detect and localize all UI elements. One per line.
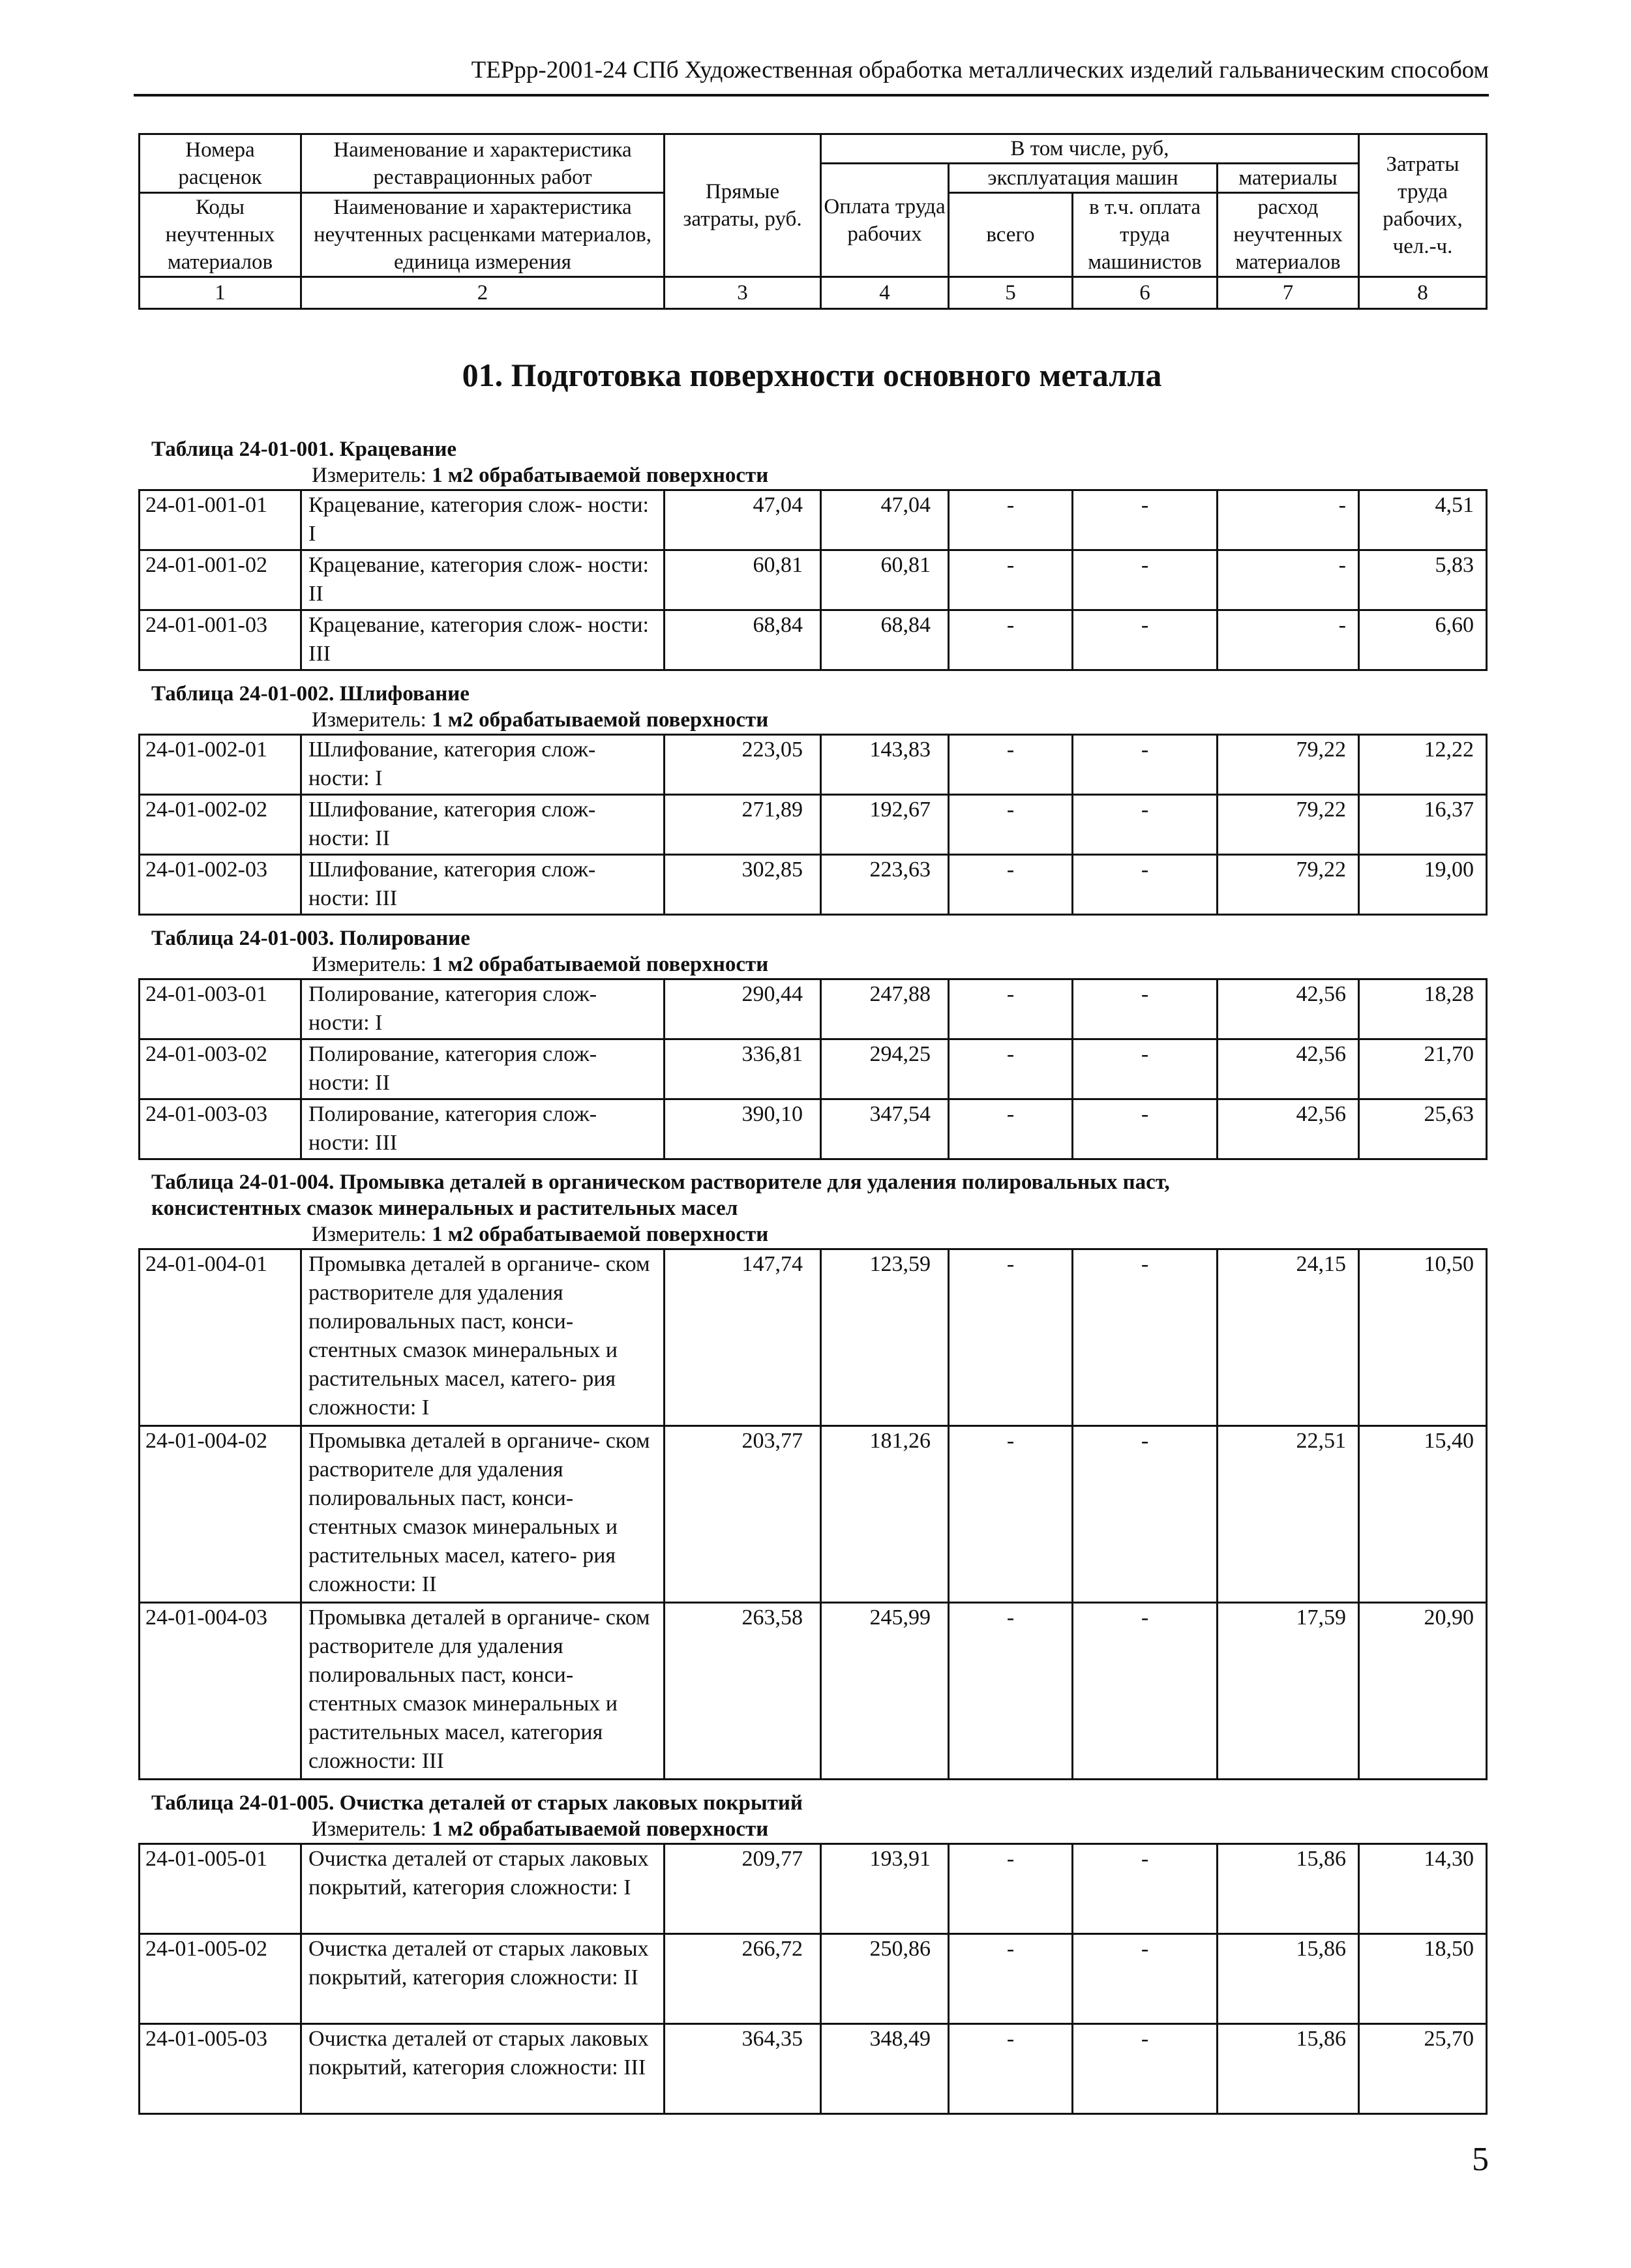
rate-table [138, 734, 1488, 916]
machines-total: - [949, 1426, 1073, 1603]
table-caption-continued: консистентных смазок минеральных и растительных масел [151, 1197, 738, 1220]
direct-costs: 203,77 [665, 1426, 821, 1603]
materials-cost: 42,56 [1218, 979, 1359, 1039]
labor-hours: 6,60 [1359, 610, 1487, 670]
materials-cost: 15,86 [1218, 2024, 1359, 2114]
col-header-machines: эксплуатация машин [949, 164, 1218, 193]
direct-costs: 271,89 [665, 795, 821, 855]
rate-code: 24-01-003-01 [140, 979, 301, 1039]
machines-total: - [949, 1249, 1073, 1426]
table-caption: Таблица 24-01-002. Шлифование [151, 682, 470, 706]
measure-unit: 1 м2 обрабатываемой поверхности [432, 464, 769, 487]
labor-pay: 193,91 [821, 1844, 949, 1934]
col-number: 2 [301, 277, 665, 309]
header-rule [134, 94, 1489, 97]
machines-total: - [949, 1099, 1073, 1159]
labor-hours: 15,40 [1359, 1426, 1487, 1603]
work-description: Полирование, категория слож- ности: III [301, 1099, 665, 1159]
direct-costs: 266,72 [665, 1934, 821, 2024]
materials-cost: 17,59 [1218, 1603, 1359, 1780]
work-description: Промывка деталей в органиче- ском растворителе для удаления полировальных паст, конси- стентных смазок минеральных и растительных масел, катего- рия сложности: I [301, 1249, 665, 1426]
direct-costs: 47,04 [665, 490, 821, 550]
machinist-pay: - [1073, 610, 1218, 670]
col-header-work-name: Наименование и характеристика реставрационных работ [301, 134, 665, 193]
machines-total: - [949, 490, 1073, 550]
machinist-pay: - [1073, 795, 1218, 855]
table-row [140, 550, 1487, 610]
machinist-pay: - [1073, 979, 1218, 1039]
direct-costs: 364,35 [665, 2024, 821, 2114]
labor-hours: 10,50 [1359, 1249, 1487, 1426]
page-number: 5 [1472, 2141, 1489, 2178]
materials-cost: - [1218, 550, 1359, 610]
direct-costs: 290,44 [665, 979, 821, 1039]
materials-cost: 24,15 [1218, 1249, 1359, 1426]
measure-unit: 1 м2 обрабатываемой поверхности [432, 953, 769, 976]
table-caption: Таблица 24-01-004. Промывка деталей в органическом растворителе для удаления полировальных паст, [151, 1171, 1170, 1194]
direct-costs: 336,81 [665, 1039, 821, 1099]
rate-code: 24-01-002-03 [140, 855, 301, 915]
rate-table [138, 1248, 1488, 1780]
materials-cost: 15,86 [1218, 1844, 1359, 1934]
machinist-pay: - [1073, 855, 1218, 915]
table-measure [312, 1222, 768, 1247]
direct-costs: 60,81 [665, 550, 821, 610]
direct-costs: 302,85 [665, 855, 821, 915]
direct-costs: 390,10 [665, 1099, 821, 1159]
col-header-group: В том числе, руб, [821, 134, 1359, 164]
machinist-pay: - [1073, 490, 1218, 550]
labor-hours: 25,70 [1359, 2024, 1487, 2114]
machines-total: - [949, 735, 1073, 795]
labor-pay: 47,04 [821, 490, 949, 550]
measure-unit: 1 м2 обрабатываемой поверхности [432, 1817, 769, 1841]
table-row [140, 490, 1487, 550]
machinist-pay: - [1073, 1249, 1218, 1426]
labor-hours: 18,50 [1359, 1934, 1487, 2024]
table-row [140, 1844, 1487, 1934]
machinist-pay: - [1073, 1603, 1218, 1780]
machines-total: - [949, 2024, 1073, 2114]
machines-total: - [949, 1039, 1073, 1099]
table-row [140, 2024, 1487, 2114]
labor-pay: 192,67 [821, 795, 949, 855]
col-number: 8 [1359, 277, 1487, 309]
table-row [140, 1426, 1487, 1603]
work-description: Крацевание, категория слож- ности: III [301, 610, 665, 670]
table-row [140, 855, 1487, 915]
measure-label: Измеритель: [312, 708, 426, 732]
table-row [140, 1603, 1487, 1780]
rate-code: 24-01-001-03 [140, 610, 301, 670]
materials-cost: - [1218, 610, 1359, 670]
materials-cost: 79,22 [1218, 735, 1359, 795]
machinist-pay: - [1073, 550, 1218, 610]
labor-hours: 25,63 [1359, 1099, 1487, 1159]
col-header-labor-hours: Затраты труда рабочих, чел.-ч. [1359, 134, 1487, 277]
rate-code: 24-01-004-03 [140, 1603, 301, 1780]
table-row [140, 1249, 1487, 1426]
col-header-rate-number: Номера расценок [140, 134, 301, 193]
work-description: Очистка деталей от старых лаковых покрытий, категория сложности: II [301, 1934, 665, 2024]
measure-label: Измеритель: [312, 1223, 426, 1246]
rate-code: 24-01-002-02 [140, 795, 301, 855]
work-description: Крацевание, категория слож- ности: II [301, 550, 665, 610]
table-row [140, 1099, 1487, 1159]
col-number: 1 [140, 277, 301, 309]
work-description: Промывка деталей в органиче- ском растворителе для удаления полировальных паст, конси- стентных смазок минеральных и растительных масел, категория сложности: III [301, 1603, 665, 1780]
labor-pay: 60,81 [821, 550, 949, 610]
rate-code: 24-01-004-02 [140, 1426, 301, 1603]
labor-pay: 247,88 [821, 979, 949, 1039]
direct-costs: 263,58 [665, 1603, 821, 1780]
col-header-labor-pay: Оплата труда рабочих [821, 164, 949, 277]
labor-pay: 143,83 [821, 735, 949, 795]
machinist-pay: - [1073, 1099, 1218, 1159]
machinist-pay: - [1073, 1934, 1218, 2024]
materials-cost: 15,86 [1218, 1934, 1359, 2024]
machines-total: - [949, 1934, 1073, 2024]
work-description: Шлифование, категория слож- ности: I [301, 735, 665, 795]
materials-cost: - [1218, 490, 1359, 550]
labor-hours: 19,00 [1359, 855, 1487, 915]
table-row [140, 1039, 1487, 1099]
labor-hours: 4,51 [1359, 490, 1487, 550]
labor-pay: 250,86 [821, 1934, 949, 2024]
measure-unit: 1 м2 обрабатываемой поверхности [432, 1223, 769, 1246]
work-description: Полирование, категория слож- ности: II [301, 1039, 665, 1099]
col-number: 5 [949, 277, 1073, 309]
table-caption: Таблица 24-01-005. Очистка деталей от старых лаковых покрытий [151, 1791, 803, 1815]
table-measure [312, 952, 768, 977]
machines-total: - [949, 855, 1073, 915]
labor-pay: 181,26 [821, 1426, 949, 1603]
running-header: ТЕРрр-2001-24 СПб Художественная обработка металлических изделий гальваническим способом [471, 57, 1489, 83]
machines-total: - [949, 1844, 1073, 1934]
labor-hours: 18,28 [1359, 979, 1487, 1039]
column-header-table [138, 133, 1488, 310]
rate-table [138, 1843, 1488, 2115]
work-description: Очистка деталей от старых лаковых покрытий, категория сложности: I [301, 1844, 665, 1934]
table-caption: Таблица 24-01-003. Полирование [151, 927, 470, 950]
machinist-pay: - [1073, 735, 1218, 795]
materials-cost: 79,22 [1218, 795, 1359, 855]
machinist-pay: - [1073, 1844, 1218, 1934]
rate-code: 24-01-001-02 [140, 550, 301, 610]
rate-code: 24-01-004-01 [140, 1249, 301, 1426]
labor-pay: 245,99 [821, 1603, 949, 1780]
work-description: Шлифование, категория слож- ности: II [301, 795, 665, 855]
rate-code: 24-01-005-01 [140, 1844, 301, 1934]
work-description: Крацевание, категория слож- ности: I [301, 490, 665, 550]
direct-costs: 68,84 [665, 610, 821, 670]
labor-pay: 294,25 [821, 1039, 949, 1099]
labor-pay: 68,84 [821, 610, 949, 670]
machinist-pay: - [1073, 2024, 1218, 2114]
labor-hours: 16,37 [1359, 795, 1487, 855]
col-header-material-usage: расход неучтенных материалов [1218, 193, 1359, 277]
rate-table [138, 489, 1488, 671]
table-row [140, 1934, 1487, 2024]
direct-costs: 209,77 [665, 1844, 821, 1934]
machines-total: - [949, 610, 1073, 670]
rate-code: 24-01-003-02 [140, 1039, 301, 1099]
section-title: 01. Подготовка поверхности основного металла [462, 357, 1162, 393]
measure-label: Измеритель: [312, 953, 426, 976]
table-measure [312, 1817, 768, 1842]
table-measure [312, 463, 768, 488]
machines-total: - [949, 795, 1073, 855]
work-description: Шлифование, категория слож- ности: III [301, 855, 665, 915]
table-row [140, 979, 1487, 1039]
labor-hours: 14,30 [1359, 1844, 1487, 1934]
col-header-materials: материалы [1218, 164, 1359, 193]
labor-hours: 21,70 [1359, 1039, 1487, 1099]
materials-cost: 42,56 [1218, 1099, 1359, 1159]
machines-total: - [949, 550, 1073, 610]
labor-hours: 5,83 [1359, 550, 1487, 610]
machines-total: - [949, 1603, 1073, 1780]
labor-hours: 12,22 [1359, 735, 1487, 795]
work-description: Полирование, категория слож- ности: I [301, 979, 665, 1039]
materials-cost: 22,51 [1218, 1426, 1359, 1603]
rate-code: 24-01-002-01 [140, 735, 301, 795]
machinist-pay: - [1073, 1039, 1218, 1099]
labor-pay: 223,63 [821, 855, 949, 915]
table-row [140, 610, 1487, 670]
work-description: Очистка деталей от старых лаковых покрытий, категория сложности: III [301, 2024, 665, 2114]
col-number: 6 [1073, 277, 1218, 309]
materials-cost: 42,56 [1218, 1039, 1359, 1099]
labor-hours: 20,90 [1359, 1603, 1487, 1780]
work-description: Промывка деталей в органиче- ском растворителе для удаления полировальных паст, конси- стентных смазок минеральных и растительных масел, катего- рия сложности: II [301, 1426, 665, 1603]
table-measure [312, 708, 768, 732]
measure-label: Измеритель: [312, 1817, 426, 1841]
rate-code: 24-01-005-03 [140, 2024, 301, 2114]
measure-unit: 1 м2 обрабатываемой поверхности [432, 708, 769, 732]
rate-code: 24-01-003-03 [140, 1099, 301, 1159]
rate-table [138, 978, 1488, 1160]
direct-costs: 147,74 [665, 1249, 821, 1426]
direct-costs: 223,05 [665, 735, 821, 795]
col-header-direct-costs: Прямые затраты, руб. [665, 134, 821, 277]
rate-code: 24-01-005-02 [140, 1934, 301, 2024]
col-header-machines-total: всего [949, 193, 1073, 277]
col-header-machinist-pay: в т.ч. оплата труда машинистов [1073, 193, 1218, 277]
col-header-material-codes: Коды неучтенных материалов [140, 193, 301, 277]
measure-label: Измеритель: [312, 464, 426, 487]
table-row [140, 795, 1487, 855]
labor-pay: 347,54 [821, 1099, 949, 1159]
col-number: 7 [1218, 277, 1359, 309]
table-caption: Таблица 24-01-001. Крацевание [151, 438, 457, 461]
col-number: 4 [821, 277, 949, 309]
col-number: 3 [665, 277, 821, 309]
labor-pay: 348,49 [821, 2024, 949, 2114]
table-row [140, 735, 1487, 795]
labor-pay: 123,59 [821, 1249, 949, 1426]
materials-cost: 79,22 [1218, 855, 1359, 915]
rate-code: 24-01-001-01 [140, 490, 301, 550]
col-header-material-names: Наименование и характеристика неучтенных расценками материалов, единица измерения [301, 193, 665, 277]
machines-total: - [949, 979, 1073, 1039]
machinist-pay: - [1073, 1426, 1218, 1603]
